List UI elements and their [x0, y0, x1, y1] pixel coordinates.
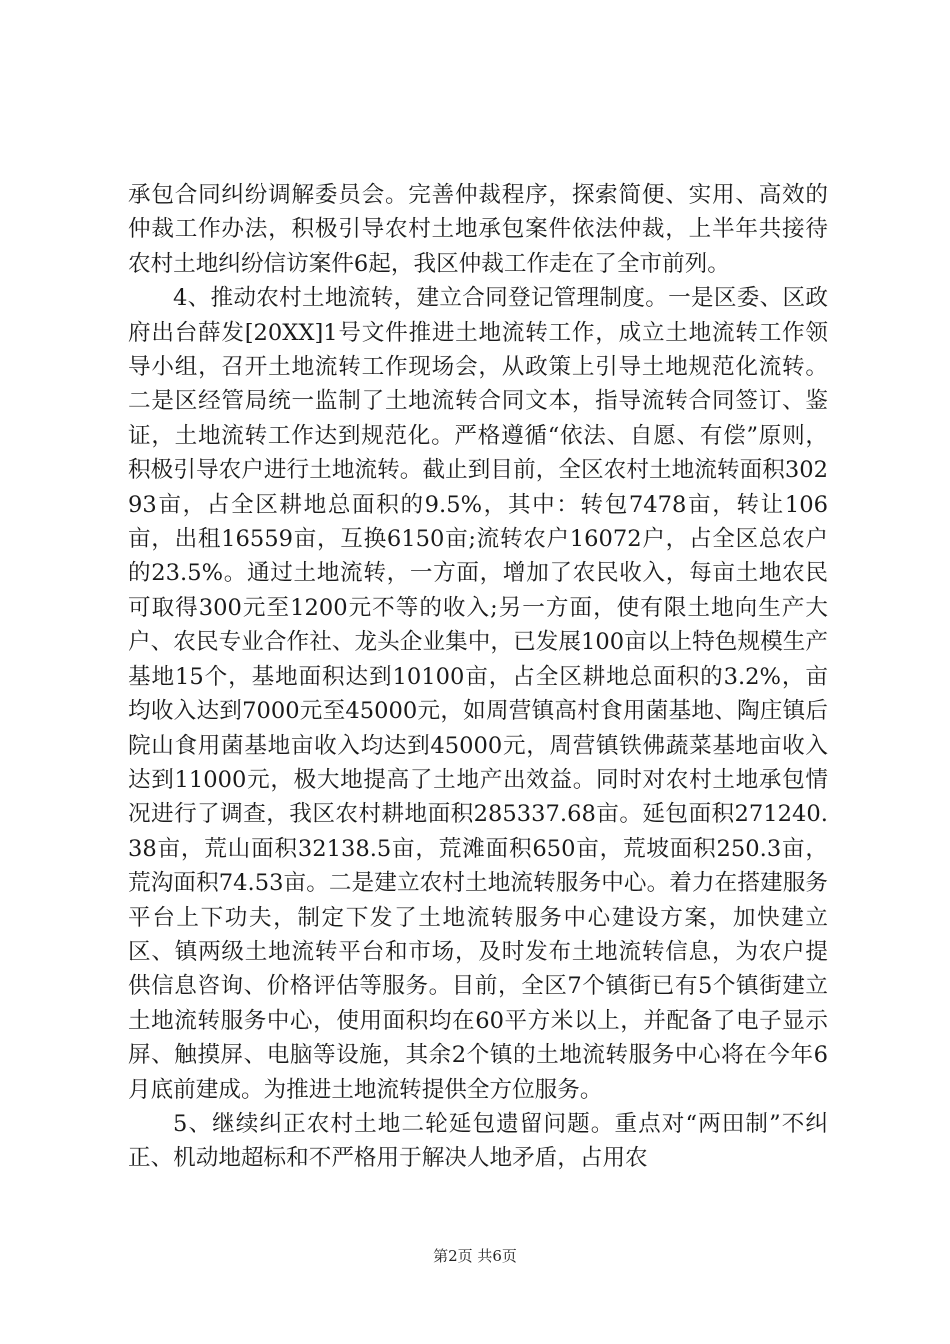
paragraph-land-transfer: 4、推动农村土地流转，建立合同登记管理制度。一是区委、区政府出台薛发[20XX]1号文件推进土地流转工作，成立土地流转工作领导小组，召开土地流转工作现场会，从政策上引导土地规范化流转。二是区经管局统一监制了土地流转合同文本，指导流转合同签订、鉴证，土地流转工作达到规范化。严格遵循“依法、自愿、有偿”原则，积极引导农户进行土地流转。截止到目前，全区农村土地流转面积30293亩，占全区耕地总面积的9.5%，其中：转包7478亩，转让106亩，出租16559亩，互换6150亩;流转农户16072户，占全区总农户的23.5%。通过土地流转，一方面，增加了农民收入，每亩土地农民可取得300元至1200元不等的收入;另一方面，使有限土地向生产大户、农民专业合作社、龙头企业集中，已发展100亩以上特色规模生产基地15个，基地面积达到10100亩，占全区耕地总面积的3.2%，亩均收入达到7000元至45000元，如周营镇高村食用菌基地、陶庄镇后院山食用菌基地亩收入均达到45000元，周营镇铁佛蔬菜基地亩收入达到11000元，极大地提高了土地产出效益。同时对农村土地承包情况进行了调查，我区农村耕地面积285337.68亩。延包面积271240.38亩，荒山面积32138.5亩，荒滩面积650亩，荒坡面积250.3亩，荒沟面积74.53亩。二是建立农村土地流转服务中心。着力在搭建服务平台上下功夫，制定下发了土地流转服务中心建设方案，加快建立区、镇两级土地流转平台和市场，及时发布土地流转信息，为农户提供信息咨询、价格评估等服务。目前，全区7个镇街已有5个镇街建立土地流转服务中心，使用面积均在60平方米以上，并配备了电子显示屏、触摸屏、电脑等设施，其余2个镇的土地流转服务中心将在今年6月底前建成。为推进土地流转提供全方位服务。: [128, 285, 828, 1103]
page-number: 第2页 共6页: [433, 1247, 517, 1265]
paragraph-contract-issues: 5、继续纠正农村土地二轮延包遗留问题。重点对“两田制”不纠正、机动地超标和不严格用于解决人地矛盾，占用农: [128, 1110, 828, 1172]
paragraph-arbitration: 承包合同纠纷调解委员会。完善仲裁程序，探索简便、实用、高效的仲裁工作办法，积极引导农村土地承包案件依法仲裁，上半年共接待农村土地纠纷信访案件6起，我区仲裁工作走在了全市前列。: [128, 182, 828, 277]
page-footer: [0, 1245, 950, 1266]
document-body: [128, 178, 828, 1176]
